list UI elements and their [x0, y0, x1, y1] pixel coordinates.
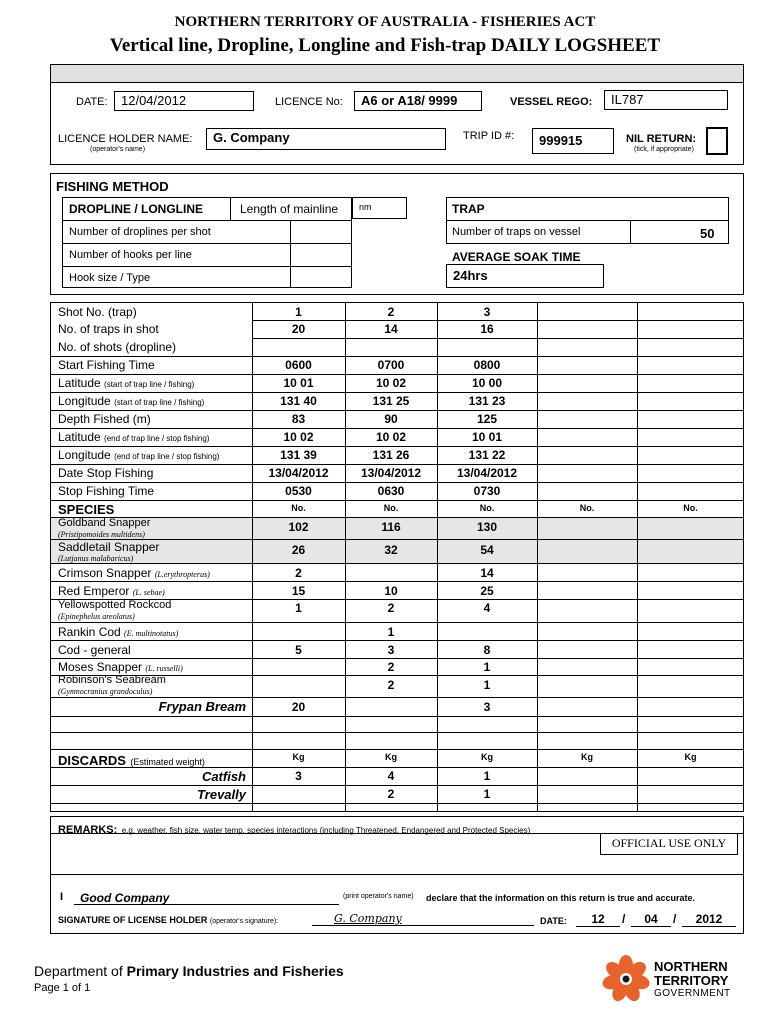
shot1-traps[interactable]: 20 — [291, 322, 306, 336]
shot2-traps[interactable]: 14 — [384, 322, 398, 336]
shot1-stop-time[interactable]: 0530 — [285, 484, 312, 498]
dropline-title: DROPLINE / LONGLINE — [69, 202, 204, 216]
goldband-shot1[interactable]: 102 — [288, 520, 309, 534]
species-no-col2: No. — [383, 503, 399, 513]
species-no-col3: No. — [479, 503, 495, 513]
shot2-lon-start[interactable]: 131 25 — [372, 394, 410, 408]
species-moses: Moses Snapper (L. russelli) — [58, 660, 183, 674]
species-no-col1: No. — [291, 503, 306, 513]
shot2-date-stop[interactable]: 13/04/2012 — [360, 466, 422, 480]
trevally-shot3[interactable]: 1 — [483, 787, 491, 801]
shot1-lon-start[interactable]: 131 40 — [280, 394, 317, 408]
signature-field[interactable]: G. Company — [312, 912, 534, 926]
print-name-note: (print operator's name) — [343, 893, 414, 900]
nt-logo-text: NORTHERN TERRITORY GOVERNMENT — [654, 959, 731, 999]
nt-flower-logo-icon — [600, 953, 652, 1005]
shot3-lat-end[interactable]: 10 01 — [471, 430, 503, 444]
licence-field[interactable]: A6 or A18/ 9999 — [354, 91, 482, 111]
trip-id-label: TRIP ID #: — [463, 130, 515, 142]
crimson-shot3[interactable]: 14 — [480, 566, 494, 580]
discards-kg-col2: Kg — [385, 752, 397, 762]
vessel-field[interactable]: IL787 — [604, 90, 728, 110]
shot3-start[interactable]: 0800 — [473, 358, 501, 372]
signature-date-label: DATE: — [540, 916, 567, 926]
cod-shot1[interactable]: 5 — [295, 643, 302, 657]
date-stop-label: Date Stop Fishing — [58, 466, 154, 480]
shot1-no[interactable]: 1 — [295, 305, 302, 319]
date-label: DATE: — [76, 96, 108, 108]
moses-shot3[interactable]: 1 — [483, 660, 491, 674]
shots-dropline-label: No. of shots (dropline) — [58, 340, 177, 354]
lon-start-label: Longitude (start of trap line / fishing) — [58, 394, 205, 408]
cod-shot3[interactable]: 8 — [483, 643, 491, 657]
shot1-depth[interactable]: 83 — [291, 412, 306, 426]
discards-title: DISCARDS (Estimated weight) — [58, 753, 205, 768]
shot1-date-stop[interactable]: 13/04/2012 — [268, 466, 329, 480]
yellowspotted-shot3[interactable]: 4 — [483, 601, 491, 615]
shot2-depth[interactable]: 90 — [384, 412, 398, 426]
red-emperor-shot3[interactable]: 25 — [480, 584, 494, 598]
trip-id-field[interactable]: 999915 — [532, 128, 614, 154]
declaration-i: I — [60, 891, 64, 903]
department-name: Department of Primary Industries and Fisheries — [34, 963, 344, 979]
lon-end-label: Longitude (end of trap line / stop fishing) — [58, 448, 220, 462]
crimson-shot1[interactable]: 2 — [295, 566, 302, 580]
nil-return-checkbox[interactable] — [706, 127, 728, 155]
species-crimson: Crimson Snapper (L.erythropterus) — [58, 566, 210, 580]
depth-label: Depth Fished (m) — [58, 412, 151, 426]
soak-time-field[interactable]: 24hrs — [446, 264, 604, 288]
signature-day[interactable]: 12 — [576, 912, 620, 927]
shot3-depth[interactable]: 125 — [476, 412, 498, 426]
shot2-lat-end[interactable]: 10 02 — [375, 430, 407, 444]
saddletail-shot3[interactable]: 54 — [480, 543, 494, 557]
species-saddletail: Saddletail Snapper (Lutjanus malabaricus) — [58, 540, 160, 563]
traps-on-vessel-label: Number of traps on vessel — [452, 226, 581, 238]
mainline-label: Length of mainline — [240, 202, 339, 216]
signature-year[interactable]: 2012 — [682, 912, 736, 927]
shot-no-label: Shot No. (trap) — [58, 305, 137, 319]
vessel-label: VESSEL REGO: — [510, 96, 593, 108]
shot2-lat-start[interactable]: 10 02 — [375, 376, 407, 390]
shot2-lon-end[interactable]: 131 26 — [372, 448, 410, 462]
discards-kg-col1: Kg — [292, 752, 305, 762]
robinsons-shot2[interactable]: 2 — [387, 678, 395, 692]
shot3-lat-start[interactable]: 10 00 — [471, 376, 503, 390]
holder-sublabel: (operator's name) — [90, 146, 146, 153]
shot3-stop-time[interactable]: 0730 — [473, 484, 501, 498]
trap-title: TRAP — [452, 202, 485, 216]
species-goldband: Goldband Snapper (Pristipomoides multidens) — [58, 517, 151, 539]
goldband-shot3[interactable]: 130 — [476, 520, 498, 534]
discard-catfish: Catfish — [201, 769, 246, 784]
yellowspotted-shot2[interactable]: 2 — [387, 601, 395, 615]
saddletail-shot2[interactable]: 32 — [384, 543, 398, 557]
nil-return-sublabel: (tick, if appropriate) — [634, 146, 694, 153]
robinsons-shot3[interactable]: 1 — [483, 678, 491, 692]
species-frypan: Frypan Bream — [158, 699, 246, 714]
catfish-shot3[interactable]: 1 — [483, 769, 491, 783]
start-time-label: Start Fishing Time — [58, 358, 155, 372]
nil-return-label: NIL RETURN: — [626, 133, 697, 145]
shot3-no[interactable]: 3 — [483, 305, 491, 319]
frypan-shot3[interactable]: 3 — [483, 700, 491, 714]
droplines-per-shot-label: Number of droplines per shot — [69, 226, 211, 238]
shot3-lon-start[interactable]: 131 23 — [468, 394, 506, 408]
form-title: Vertical line, Dropline, Longline and Fish-trap DAILY LOGSHEET — [109, 35, 661, 56]
shot1-lat-end[interactable]: 10 02 — [283, 430, 314, 444]
remarks-field[interactable] — [58, 834, 588, 872]
saddletail-shot1[interactable]: 26 — [291, 543, 306, 557]
species-robinsons: Robinson's Seabream (Gymnocranius grandoculus) — [58, 674, 166, 696]
discards-kg-col5: Kg — [684, 752, 697, 762]
cod-shot2[interactable]: 3 — [387, 643, 395, 657]
hooks-per-line-label: Number of hooks per line — [69, 249, 192, 261]
discards-kg-col3: Kg — [481, 752, 493, 762]
species-cod-general: Cod - general — [58, 643, 131, 657]
goldband-shot2[interactable]: 116 — [381, 520, 401, 534]
discard-trevally: Trevally — [197, 787, 246, 802]
red-emperor-shot2[interactable]: 10 — [384, 584, 398, 598]
trevally-shot2[interactable]: 2 — [387, 787, 395, 801]
species-rankin: Rankin Cod (E. multinotatus) — [58, 625, 179, 639]
date-field[interactable]: 12/04/2012 — [114, 91, 254, 111]
hook-size-label: Hook size / Type — [69, 272, 151, 284]
shot2-stop-time[interactable]: 0630 — [377, 484, 405, 498]
discards-kg-col4: Kg — [581, 752, 593, 762]
official-use-box: OFFICIAL USE ONLY — [600, 833, 738, 855]
shot2-no[interactable]: 2 — [387, 305, 395, 319]
species-no-col5: No. — [683, 503, 698, 513]
shot1-lat-start[interactable]: 10 01 — [283, 376, 314, 390]
details-header-bar — [51, 65, 743, 83]
catfish-shot1[interactable]: 3 — [295, 769, 302, 783]
date-slash-2: / — [673, 912, 677, 926]
shot1-lon-end[interactable]: 131 39 — [280, 448, 317, 462]
page-number: Page 1 of 1 — [34, 982, 91, 994]
stop-time-label: Stop Fishing Time — [58, 484, 155, 498]
declaration-statement: declare that the information on this return is true and accurate. — [426, 893, 696, 903]
date-slash-1: / — [622, 912, 626, 926]
remarks-label: REMARKS: e.g. weather, fish size, water temp, species interactions (including Threatened, Endangered and Protected Species) — [58, 824, 531, 836]
catfish-shot2[interactable]: 4 — [387, 769, 395, 783]
form-header-line1: NORTHERN TERRITORY OF AUSTRALIA - FISHERIES ACT — [174, 14, 596, 30]
shot1-start[interactable]: 0600 — [285, 358, 312, 372]
traps-in-shot-label: No. of traps in shot — [58, 322, 159, 336]
shot3-date-stop[interactable]: 13/04/2012 — [456, 466, 518, 480]
soak-time-title: AVERAGE SOAK TIME — [452, 250, 581, 264]
holder-field[interactable]: G. Company — [206, 128, 446, 150]
licence-label: LICENCE No: — [275, 96, 343, 108]
shot2-start[interactable]: 0700 — [377, 358, 405, 372]
shot3-traps[interactable]: 16 — [480, 322, 494, 336]
yellowspotted-shot1[interactable]: 1 — [295, 601, 302, 615]
signature-label: SIGNATURE OF LICENSE HOLDER (operator's signature): — [58, 915, 279, 925]
shot3-lon-end[interactable]: 131 22 — [468, 448, 506, 462]
species-no-col4: No. — [579, 503, 595, 513]
traps-on-vessel-value[interactable]: 50 — [700, 226, 715, 241]
mainline-field[interactable]: nm — [352, 197, 407, 219]
lat-end-label: Latitude (end of trap line / stop fishing) — [58, 430, 210, 444]
red-emperor-shot1[interactable]: 15 — [291, 584, 306, 598]
operator-name-field[interactable]: Good Company — [74, 891, 339, 905]
lat-start-label: Latitude (start of trap line / fishing) — [58, 376, 195, 390]
holder-label: LICENCE HOLDER NAME: — [58, 133, 193, 145]
fishing-method-title: FISHING METHOD — [56, 179, 169, 194]
signature-month[interactable]: 04 — [631, 912, 671, 927]
species-yellowspotted: Yellowspotted Rockcod (Epinephelus areolatus) — [58, 599, 172, 621]
species-red-emperor: Red Emperor (L. sebae) — [58, 584, 165, 598]
frypan-shot1[interactable]: 20 — [291, 700, 306, 714]
moses-shot2[interactable]: 2 — [387, 660, 395, 674]
species-title: SPECIES — [58, 502, 115, 517]
rankin-shot2[interactable]: 1 — [387, 625, 395, 639]
